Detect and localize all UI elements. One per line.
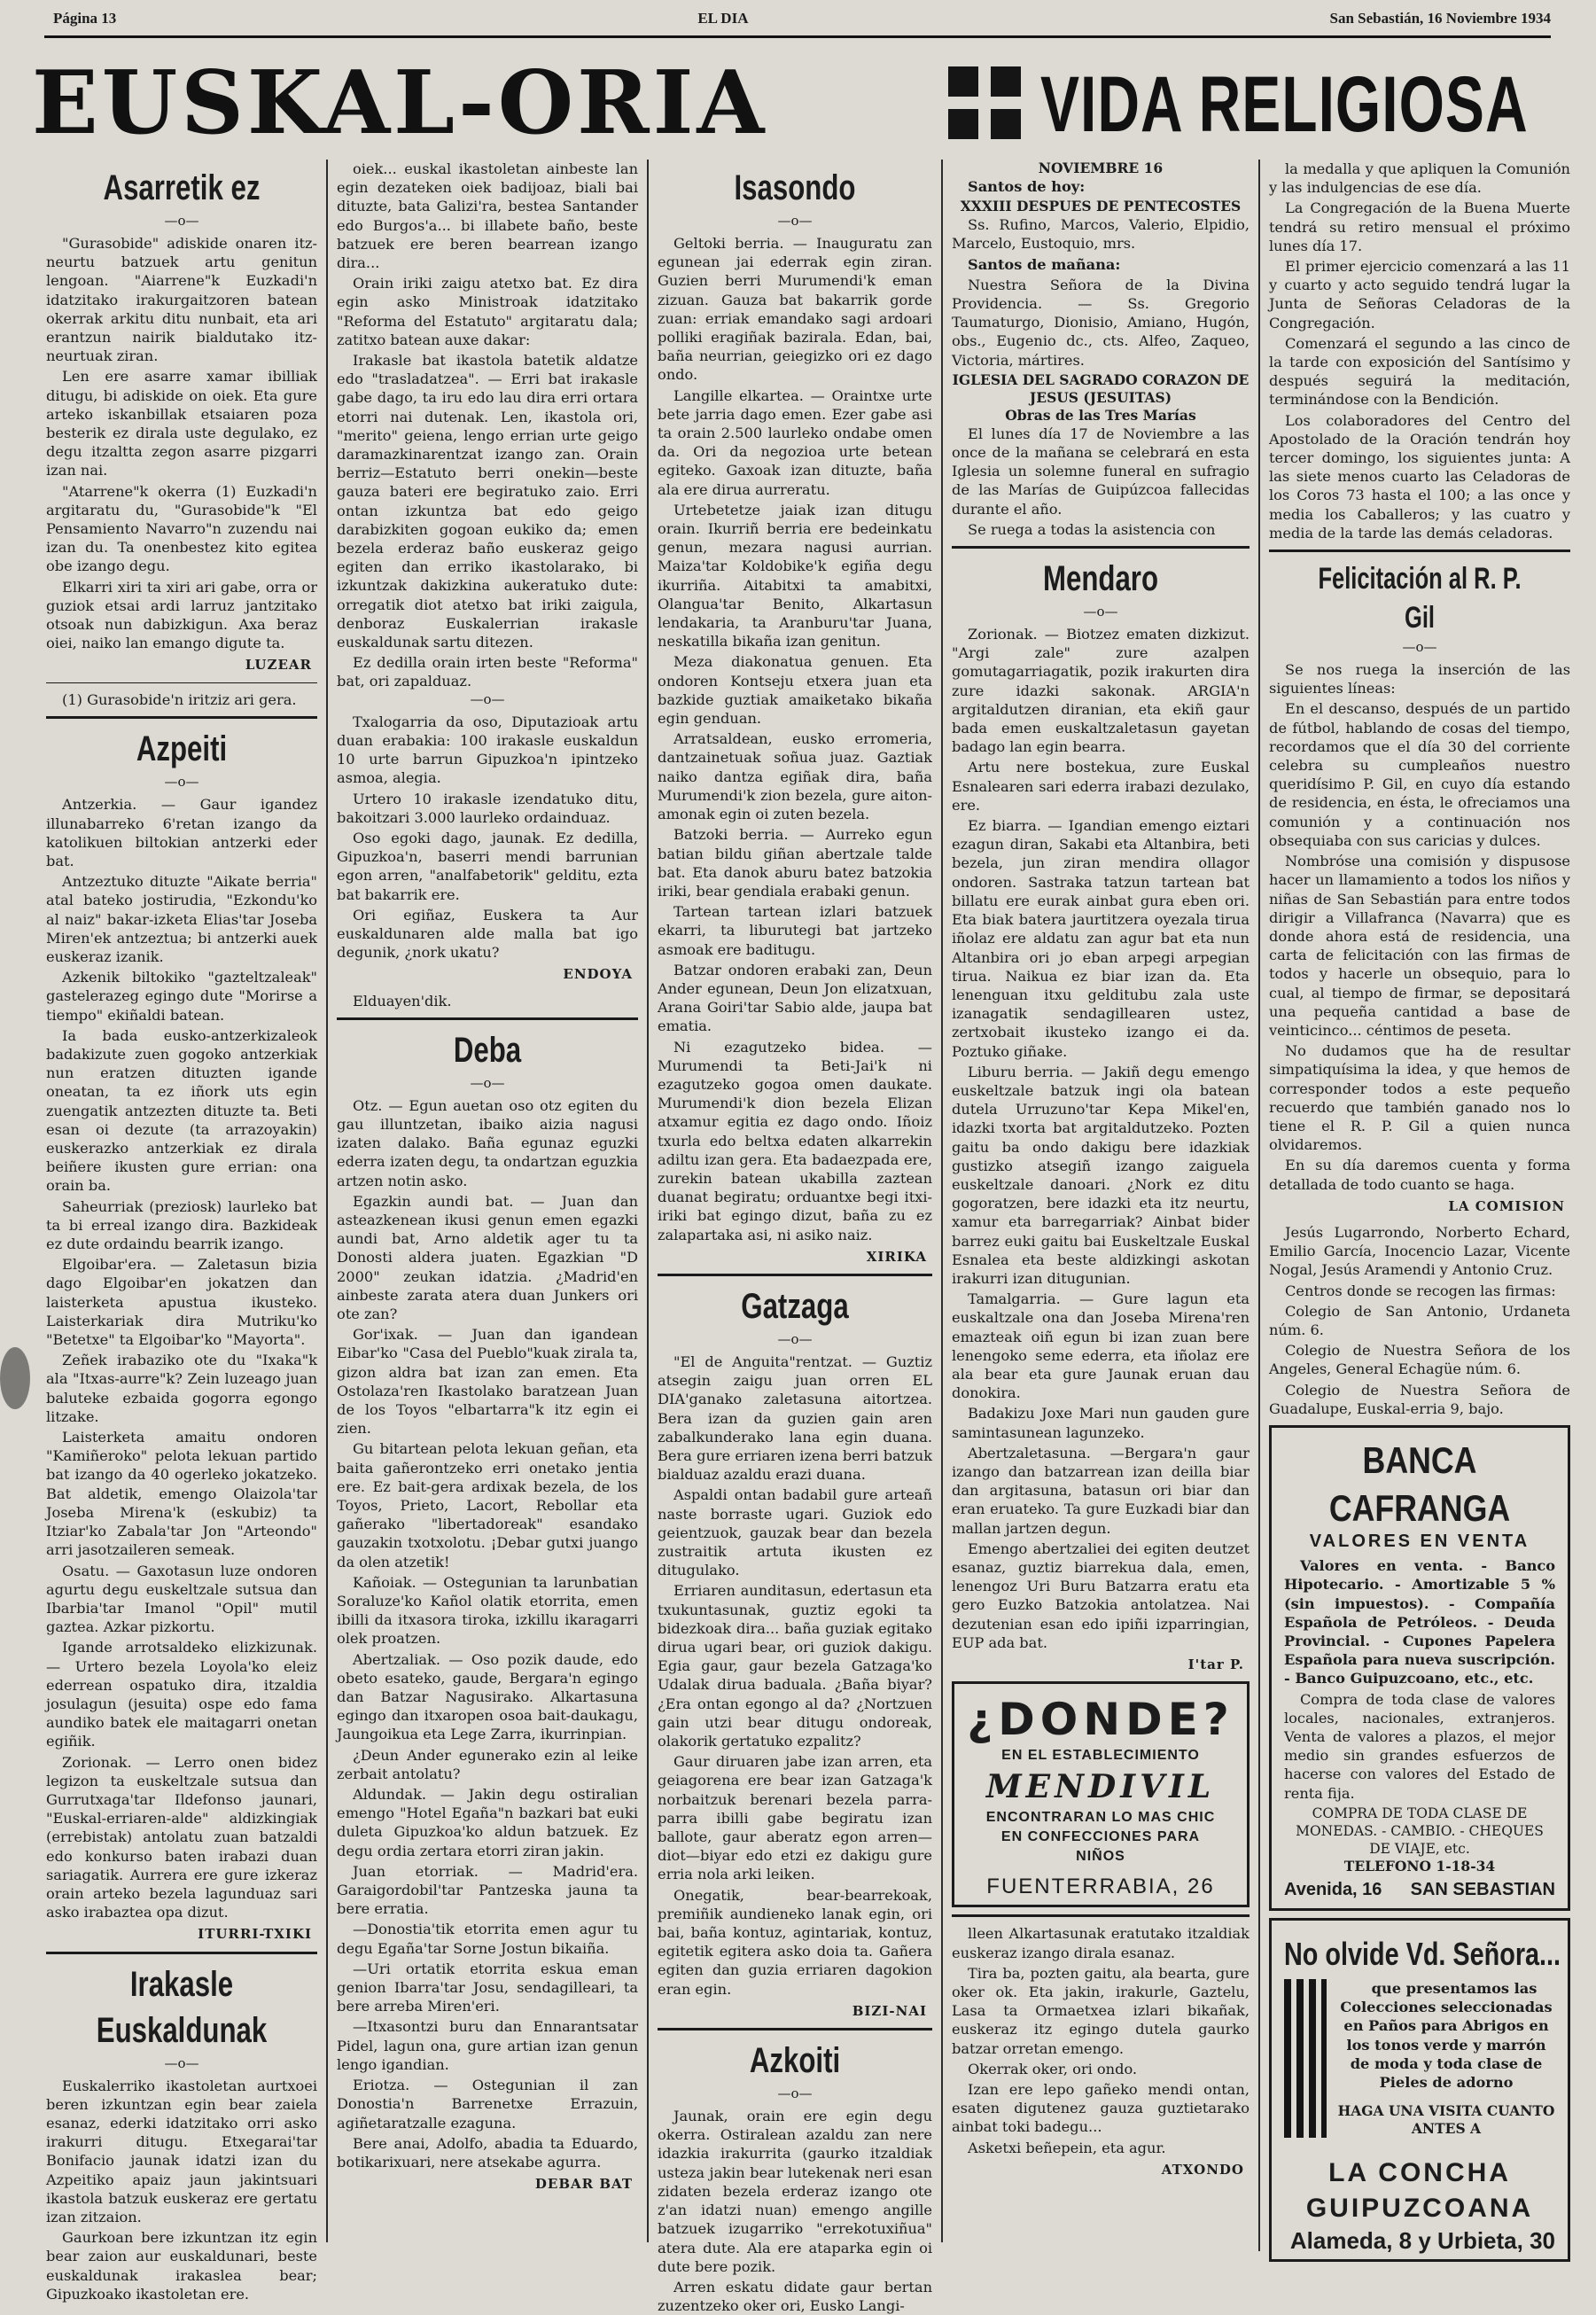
section-title-asarretik: Asarretik ez <box>103 168 261 207</box>
banca-address <box>1284 1881 1555 1899</box>
section-title-mendaro: Mendaro <box>1042 559 1159 599</box>
santos-manana: Nuestra Señora de la Divina Providencia. — Ss. Gregorio Taumaturgo, Dionisio, Amiano, Hugón, obs., Eugenio dc., cts. Alfeo, Zaqueo, Victoria, mártires. <box>952 276 1250 369</box>
euskal-oria-masthead: EUSKAL-ORIA <box>32 52 768 154</box>
section-title-gatzaga: Gatzaga <box>741 1286 849 1326</box>
article-paragraph: Orain iriki zaigu atetxo bat. Ez dira egin asko Ministroak idatzitako "Reforma del Estatuto" argitaratu dala; zatitxo batean auxe dakar: <box>337 275 638 348</box>
article-paragraph: Tartean tartean izlari batzuek ekarri, ta liburutegi bat jartzeko asmoak ere baditugu. <box>658 903 932 958</box>
comision-names: Jesús Lugarrondo, Norberto Echard, Emilio García, Inocencio Lazar, Vicente Nogal, Jesús Aramendi y Antonio Cruz. <box>1269 1223 1570 1279</box>
article-paragraph: Euskalerriko ikastoletan aurtxoei beren izkuntzan egin bear zaiela esanaz, ederki idatzitako orri asko irakurri ditugu. Etxegarai'tar Bonifacio jaunak idatzi izan du Azpeitiko apaiz jaun jakintsuari ikastola batzuk euskeraz ere gertatu izan zitzaion. <box>46 2077 317 2225</box>
banca-subtitle: VALORES EN VENTA <box>1309 1531 1530 1551</box>
article-paragraph: Kañoiak. — Ostegunian ta larunbatian Soraluze'ko Kañol olatik etorrita, emen ibilli da itxasora tiroka, izkillu ikaragarri olek proatzen. <box>337 1573 638 1648</box>
article-paragraph: ¿Deun Ander egunerako ezin al leike zerbait antolatu? <box>337 1746 638 1782</box>
section-ornament: —o— <box>1402 639 1437 656</box>
comision-label: LA COMISION <box>1448 1197 1565 1214</box>
article-paragraph: Ez dedilla orain irten beste "Reforma" bat, ori zapalduaz. <box>337 654 638 690</box>
olvide-text: que presentamos las Colecciones seleccionadas en Paños para Abrigos en los tonos verde y marrón de moda y toda clase de Pieles de adorno <box>1340 1980 1553 2092</box>
ink-stain <box>0 1347 30 1409</box>
cross-emblem-icon <box>948 66 1023 141</box>
banca-text: Valores en venta. - Banco Hipotecario. - Amortizable 5 % (sin impuestos). - Compañía Española de Petróleos. - Deuda Provincial. - Cupones Papelera Española para nueva suscripción. - Banco Guipuzcoano, etc., etc. <box>1284 1557 1555 1688</box>
article-paragraph: El primer ejercicio comenzará a las 11 y cuarto y acto seguido tendrá lugar la Junta de Señoras Celadoras de la Congregación. <box>1269 258 1570 331</box>
article-paragraph: Antzerkia. — Gaur igandez illunabarreko 6'retan izango da katolikuen biltokian antzerki eder bat. <box>46 796 317 869</box>
article-paragraph: Saheurriak (preziosk) laurleko bat ta bi erreal izango dira. Bazkideak ez dute ordaindu bearrik izango. <box>46 1197 317 1253</box>
article-paragraph: Gaur diruaren jabe izan arren, eta geiagorena ere bear izan Gatzaga'k norbaitzuk berenari bezela parra-parra ibilli gabe begiratu izan ballote, gaur aberatz egon arren—diot—biyar edo etzi ez dakigu gure erria nola arki leiken. <box>658 1753 932 1883</box>
banca-city: SAN SEBASTIAN <box>1410 1879 1555 1899</box>
article-paragraph: Meza diakonatua genuen. Eta ondoren Kontseju etxera juan eta bazkide guztiak amaiketako bikaña egin genduan. <box>658 653 932 728</box>
obras-heading: Obras de las Tres Marías <box>1005 406 1196 424</box>
section-title-deba: Deba <box>453 1030 522 1070</box>
article-paragraph: Ia bada eusko-antzerkizaleok badakizute zuen gogoko antzerkiak nun eratzen dituzten igande oneatan, ta ez iñork uts egin zuengatik antzezten dituzte ta. Beti esan oi dezute (ta arrazoyakin) euskerazko antzerkiak ez dirala beiñere ikusten gure errian: ona orain ba. <box>46 1026 317 1195</box>
byline: ITURRI-TXIKI <box>198 1926 312 1943</box>
centro-item: Colegio de Nuestra Señora de los Angeles, General Echagüe núm. 6. <box>1269 1342 1570 1378</box>
vida-religiosa-title: VIDA RELIGIOSA <box>1040 59 1529 148</box>
page-number: Página 13 <box>53 10 117 27</box>
article-paragraph: El lunes día 17 de Noviembre a las once de la mañana se celebrará en esta Iglesia un solemne funeral en sufragio de las Marías de Guipúzcoa fallecidas durante el año. <box>952 425 1250 518</box>
article-paragraph: Batzoki berria. — Aurreko egun batian bildu giñan abertzale talde bat. Eta danok aburu batez batzokia iriki, bear gendiala erabaki genun. <box>658 826 932 900</box>
article-paragraph: Tamalgarria. — Gure lagun eta euskaltzale ona dan Joseba Mirena'ren emazteak oiñ egun bi izan zuan bere lenengoko seme ederra, eta iñolaz ere ala bear eta gure Jaunak eruan dau donokira. <box>952 1290 1250 1402</box>
article-paragraph: Artu nere bostekua, zure Euskal Esnalearen sari ederra irabazi dezulako, ere. <box>952 759 1250 814</box>
section-title-irakasle: Irakasle Euskaldunak <box>96 1964 268 2050</box>
banca-title: BANCA CAFRANGA <box>1328 1438 1511 1529</box>
article-paragraph: Abertzaletasuna. —Bergara'n gaur izango dan batzarrean izan deilla biar dan argitasuna, batasun ori biar dan eran eruateko. Ta gure Euzkadi biar dan mallan jartzen degun. <box>952 1444 1250 1537</box>
santos-hoy: Ss. Rufino, Marcos, Valerio, Elpidio, Marcelo, Eustoquio, mrs. <box>952 216 1250 253</box>
banca-compra: COMPRA DE TODA CLASE DE MONEDAS. - CAMBIO. - CHEQUES DE VIAJE, etc. <box>1296 1804 1544 1857</box>
section-ornament: —o— <box>164 2054 199 2071</box>
article-paragraph: Comenzará el segundo a las cinco de la tarde con exposición del Santísimo y después seguirá la meditación, terminándose con la Bendición. <box>1269 334 1570 409</box>
divider <box>952 546 1250 549</box>
donde-line: NIÑOS <box>1076 1849 1125 1865</box>
divider <box>1269 550 1570 552</box>
domingo-title: XXXIII DESPUES DE PENTECOSTES <box>960 198 1242 215</box>
article-paragraph: En su día daremos cuenta y forma detallada de todo cuanto se haga. <box>1269 1157 1570 1193</box>
article-paragraph: "Gurasobide" adiskide onaren itz-neurtu batzuek artu genitun lengoan. "Aiarrene"k Euzkadi'n idatzitako irakurgaitzoren batean okerrak arkitu ditu nunbait, eta ari erantzun nairik bialdutako itz-neurtuak ziran. <box>46 235 317 365</box>
article-paragraph: Liburu berria. — Jakiñ degu emengo euskeltzale batzuk ingi ola batean dutela Urruzuno'tar Kepa Mikel'en, idazki txorta bat argitaldutzeko. Pozten gaitu ba ondo dakigu bere idazkiak gustizko atsegiñ izango zaiguela euskeltzale danoari. ¿Nork ez ditu gogoratzen, bere idazki eta itz neurtu, xamur eta barregarriak? Ainbat bider barrez euki gaitu bai Euskeltzale Euskal Esnalea eta beste aldizkingi askotan irakurri izan ditugunian. <box>952 1063 1250 1287</box>
article-paragraph: "Atarrene"k okerra (1) Euzkadi'n argitaratu du, "Gurasobide"k "El Pensamiento Navarro"n zuzendu nai izan du. Ta onenbestez kito egitea obe izango degu. <box>46 482 317 575</box>
article-paragraph: Jaunak, orain ere egin degu okerra. Ostiralean azaldu zan nere idazkia irakurrita (gaurko itzaldiak usteza jakin bear lutekenak neri esan zidaten bezela erderaz izango ote z'an idatzi nuan) emengo angille batzuek izugarriko "errekotuxiñua" atera dute. Ala ere ataparka egin oi dute bere pozik. <box>658 2108 932 2275</box>
dateline: San Sebastián, 16 Noviembre 1934 <box>1329 10 1551 27</box>
divider <box>337 1017 638 1020</box>
byline: ATXONDO <box>1161 2161 1244 2178</box>
divider <box>46 682 317 684</box>
article-paragraph: Antzeztuko dituzte "Aikate berria" atal bateko jostirudia, "Ezkondu'ko al naiz" bakar-izketa Elias'tar Joseba Miren'ek antzeztua; bi antzerki auek euskeraz izanik. <box>46 873 317 965</box>
article-paragraph: Elgoibar'era. — Zaletasun bizia dago Elgoibar'en jokatzen dan laisterketa apustua ikusteko. Laisterkariak dira Mutriku'ko "Betetxe" ta Elgoibar'ko "Mayorta". <box>46 1256 317 1349</box>
footnote: (1) Gurasobide'n iritziz ari gera. <box>62 691 297 709</box>
article-paragraph: Igande arrotsaldeko elizkizunak. — Urtero bezela Loyola'ko eleiz ederrean ospatuko dira, itzaldia josulagun (jesuita) ospe edo fama aundiko batek ele maitagarri onetan egiñik. <box>46 1639 317 1750</box>
byline: ENDOYA <box>563 966 633 983</box>
article-paragraph: Okerrak oker, ori ondo. <box>968 2060 1138 2077</box>
section-ornament: —o— <box>164 774 199 791</box>
divider <box>658 2028 932 2030</box>
banca-cafranga-advertisement <box>1269 1425 1570 1911</box>
article-paragraph: Badakizu Joxe Mari nun gauden gure samintasunean lagunzeko. <box>952 1405 1250 1441</box>
section-title-felicitacion: Felicitación al R. P. Gil <box>1318 562 1522 635</box>
article-paragraph: Se nos ruega la inserción de las siguientes líneas: <box>1269 661 1570 698</box>
article-paragraph: la medalla y que apliquen la Comunión y las indulgencias de ese día. <box>1269 160 1570 197</box>
column-2 <box>337 160 638 2251</box>
article-paragraph: Zeñek irabaziko ote du "Ixaka"k ala "Itxas-aurre"k? Zein luzeago juan baluteke ezbaida gogorra egongo litzake. <box>46 1352 317 1425</box>
section-ornament: —o— <box>777 213 813 229</box>
article-paragraph: Gu bitartean pelota lekuan geñan, eta baita gañerontzeko erri onetako jentia ere. Ez bait-gera ardixak bezela, de los Toyos, Prieto, Lacort, Rebollar eta gañerako "libertadoreak" esandako gauzakin txotxolotu. ¡Debar gutxi juango da olen atzetik! <box>337 1440 638 1571</box>
newspaper-name: EL DIA <box>697 10 749 27</box>
divider <box>46 716 317 719</box>
article-paragraph: Juan etorriak. — Madrid'era. Garaigordobil'tar Pantzeska jauna ta bere erratia. <box>337 1862 638 1918</box>
article-paragraph: Ni ezagutzeko bidea. — Murumendi ta Beti-Jai'k ni ezagutzeko gogoa omen daukate. Murumendi'k dion bezela Elizan atxamur egitia ez dago ondo. Iñoiz txurla edo beltxa edaten alkarrekin adiltu izan gera. Eta badaezpada ere, zurekin batean ukabilla zaztean duanat begiratu; orduantxe begi itxi-iriki bat egingo dizut, baña zu ez zalapartaka asi, ni asiko naiz. <box>658 1038 932 1243</box>
section-ornament: —o— <box>777 2085 813 2102</box>
column-5 <box>1269 160 1570 2255</box>
article-paragraph: Zorionak. — Biotzez ematen dizkizut. "Argi zale" zure azalpen gomutagarriagatik, pozik irakurten dira zure idazki sakonak. ARGIA'n argitaldutzen diranian, eta ekiñ gaur bada emen euskaltzaletasun gayetan badago lan egin bearra. <box>952 626 1250 756</box>
mendivil-advertisement <box>952 1681 1250 1907</box>
section-title-azpeiti: Azpeiti <box>136 729 228 769</box>
article-paragraph: "El de Anguita"rentzat. — Guztiz atsegin zaigu juan orren EL DIA'ganako zaletasuna aitortzea. Bera izan da guzien gain aren zabalkunderako lana egin duana. Bera gure erriaren izena berri batzuk bialduaz azaldu erazi duana. <box>658 1352 932 1484</box>
vida-religiosa-masthead <box>948 55 1533 152</box>
concha-guipuzcoana-advertisement <box>1269 1918 1570 2262</box>
column-1 <box>46 160 317 2303</box>
divider <box>952 1914 1250 1917</box>
article-paragraph: —Uri ortatik etorrita eskua eman genion Ibarra'tar Josu, sendagilleari, ta bere arreba Miren'eri. <box>337 1960 638 2015</box>
dateline-place: Elduayen'dik. <box>353 992 452 1009</box>
article-paragraph: Urtebetetze jaiak izan ditugu orain. Ikurriñ berria ere bedeinkatu genun, mezara nagusi aurrian. Maiza'tar Koldobike'k egiña degu ikurriña. Aitabitxi ta amabitxi, Olangua'tar Benito, Alkartasun lendakaria, ta Aranburu'tar Juana, neskatilla bikaña izan genitun. <box>658 501 932 651</box>
article-paragraph: Txalogarria da oso, Diputazioak artu duan erabakia: 100 irakasle euskaldun 10 urte barrun Gipuzkoa'n ipintzeko asmoa, alegia. <box>337 713 638 787</box>
iglesia-heading: IGLESIA DEL SAGRADO CORAZON DE JESUS (JESUITAS) <box>952 370 1250 406</box>
byline: BIZI-NAI <box>852 2002 927 2019</box>
banca-telefono: TELEFONO 1-18-34 <box>1343 1857 1496 1875</box>
byline: XIRIKA <box>866 1248 927 1265</box>
centro-item: Colegio de Nuestra Señora de Guadalupe, Euskal-erria 9, bajo. <box>1269 1381 1570 1417</box>
article-paragraph: Batzar ondoren erabaki zan, Deun Ander egunean, Deun Jon elizatxuan, Arana Goiri'tar Sabio alde, jaupa bat ematia. <box>658 961 932 1035</box>
article-paragraph: Ori egiñaz, Euskera ta Aur euskaldunaren alde malla bat igo degunik, ¿nork ukatu? <box>337 906 638 962</box>
calendar-date: NOVIEMBRE 16 <box>1038 160 1164 176</box>
article-paragraph: Aldundak. — Jakin degu ostiralian emengo "Hotel Egaña"n bazkari bat euki duleta Gipuzkoa'ko aldun batzuek. Ez degu ordia zertara etorri ziran jakin. <box>337 1786 638 1859</box>
article-paragraph: Bere anai, Adolfo, abadia ta Eduardo, botikarixuari, nere atsekabe agurra. <box>337 2134 638 2171</box>
article-paragraph: Izan ere lepo gañeko mendi ontan, esaten digutenez gauza guztietarako ainbat toki badegu... <box>952 2081 1250 2136</box>
olvide-visita: HAGA UNA VISITA CUANTO ANTES A <box>1337 2102 1555 2138</box>
divider <box>658 1274 932 1276</box>
article-paragraph: Langille elkartea. — Oraintxe urte bete jarria dago emen. Ezer gabe asi ta orain 2.500 laurleko ondabe omen da. Ori da negozioa urte betean egiteko. Gaxoak izan dituzte, baña ala ere dirua aurreratu. <box>658 386 932 498</box>
centros-label: Centros donde se recogen las firmas: <box>1285 1282 1556 1299</box>
article-paragraph: —Donostia'tik etorrita emen agur tu degu Egaña'tar Sorne Jostun bikaiña. <box>337 1921 638 1957</box>
section-title-isasondo: Isasondo <box>734 168 856 207</box>
article-paragraph: Irakasle bat ikastola batetik aldatze edo "trasladatzea". — Erri bat irakasle gabe dago, ta iru edo lau dira erri ortara etorri nai dutenak. Len, ikastola ori, "merito" geiena, lengo errian urte geigo daramazkinarentzat izango zan. Orain berriz—Estatuto berri onekin—beste gauza bateri ere begiratuko zaio. Erri ontan izkuntza bat edo geigo darabizkiten gogoan eukiko da; emen bezela erderaz baño euskeraz geigo egiten dan erriko ikastolarako, bi izkuntzak dakizkina aukeratuko dute: orregatik diot atetxo bat iriki zaigula, denboraz Euskalerrian irakasle euskaldunak sartu ditezen. <box>337 352 638 651</box>
santos-manana-label: Santos de mañana: <box>968 255 1121 273</box>
centro-item: Colegio de San Antonio, Urdaneta núm. 6. <box>1269 1302 1570 1338</box>
article-paragraph: Elkarri xiri ta xiri ari gabe, orra or guziok etsai ardi larruz jantzitako otsoak nun dabizkigun. Axa beraz oiei, naiko lan emango digute ta. <box>46 578 317 652</box>
article-paragraph: oiek... euskal ikastoletan ainbeste lan egin dezateken oiek badijoaz, biali bai dituzte, bata Galizi'ra, bestea Santander edo Burgos'a... bi illabete baño, beste batzuek ere beren bearrean izango dira... <box>337 160 638 272</box>
santos-hoy-label: Santos de hoy: <box>968 178 1086 195</box>
divider <box>46 1952 317 1954</box>
donde-line: ENCONTRARAN LO MAS CHIC <box>985 1810 1216 1826</box>
article-paragraph: Erriaren aunditasun, edertasun eta txukuntasunak, guztiz egoki ta bidezkoak dira... baña guziak egitako dirua ugari bear, ori guziok dakigu. Egia gaur, gaur bezela Gatzaga'ko Udalak dirua baduala. ¿Baña biyar? ¿Era ontan egongo al da? ¿Nortzuen gain utzi bear ditugu ondoreak, olakorik gertatuko ezpalitz? <box>658 1582 932 1750</box>
byline: I'tar P. <box>1187 1656 1244 1673</box>
article-paragraph: En el descanso, después de un partido de fútbol, hablando de cosas del tiempo, recordamos que el día 30 del corriente celebra su cumpleaños nuestro queridísimo P. Gil, en cuyo día estando de residencia, en ésta, le ofreciamos una comunión y a continuación nos obsequiaba con sus caricias y dulces. <box>1269 700 1570 849</box>
section-ornament: —o— <box>470 1074 505 1091</box>
mendivil-name: MENDIVIL <box>985 1768 1216 1806</box>
article-paragraph: Tira ba, pozten gaitu, ala bearta, gure oker ok. Eta jakin, irakurle, Gaztelu, Lasa ta Ormaetxea izlari bikañak, euskeraz itz egingo dutela gaurko batzar orretan emengo. <box>952 1964 1250 2057</box>
article-paragraph: Se ruega a todas la asistencia con <box>968 520 1216 538</box>
top-rule <box>44 35 1551 38</box>
byline: DEBAR BAT <box>534 2176 633 2193</box>
article-paragraph: No dudamos que ha de resultar simpatiquísima la idea, y que hemos de corresponder todos a este pequeño recuerdo que también ganado nos lo tiene el R. P. Gil a quien nunca olvidaremos. <box>1269 1042 1570 1154</box>
banca-street: Avenida, 16 <box>1284 1879 1382 1899</box>
article-paragraph: Urtero 10 irakasle izendatuko ditu, bakoitzari 3.000 laurleko ordainduaz. <box>337 790 638 826</box>
article-paragraph: Gor'ixak. — Juan dan igandean Eibar'ko "Casa del Pueblo"kuak zirala ta, gizon aldra bat izan zan emen. Eta Ostolaza'ren Ikastolako baratzean Juan de los Toyos "elbartarra"k itz egin ei zien. <box>337 1326 638 1438</box>
donde-headline: ¿DONDE? <box>967 1694 1234 1746</box>
column-rule <box>647 160 649 2242</box>
article-paragraph: Azkenik biltokiko "gazteltzaleak" gastelerazeg egingo dute "Morirse a tiempo" ekiñaldi batean. <box>46 969 317 1024</box>
article-paragraph: Aspaldi ontan badabil gure arteañ naste borraste ugari. Guziok edo geientzuok, gauzak bear dan bezela zustraitik artuta ikusten ez ditugulako. <box>658 1486 932 1579</box>
article-paragraph: Len ere asarre xamar ibilliak ditugu, bi adiskide on oiek. Eta gure arteko iskanbillak etsaiaren poza besterik ez dirala uste degulako, ez degu itzaltta zegon asarre pizgarri izan nai. <box>46 368 317 479</box>
article-paragraph: Laisterketa amaitu ondoren "Kamiñeroko" pelota lekuan partido bat izango da 40 ogerleko jokatzeko. Bat aldetik, emengo Olaizola'tar Joseba Mirena'k (eskubiz) ta Itziar'ko Zabala'tar Jon "Arteondo" arri jasotzaileren semeak. <box>46 1429 317 1559</box>
article-paragraph: Los colaboradores del Centro del Apostolado de la Oración tendrán hoy tercer domingo, los siguientes junta: A las siete menos cuarto las Celadoras de los Coros 73 hasta el 100; a las once y media los Caballeros; y las cuatro y media de la tarde las demás celadoras. <box>1269 411 1570 542</box>
section-ornament: —o— <box>1083 604 1118 620</box>
article-paragraph: —Itxasontzi buru dan Ennarantsatar Pidel, lagun ona, gure artian izan genun lengo igandian. <box>337 2018 638 2073</box>
section-ornament: —o— <box>470 690 505 707</box>
article-paragraph: Asketxi beñepein, eta agur. <box>968 2139 1166 2156</box>
column-rule <box>1258 496 1260 2251</box>
article-paragraph: lleen Alkartasunak eratutako itzaldiak euskeraz izango dirala esanaz. <box>952 1925 1250 1961</box>
article-paragraph: Arren eskatu didate gaur bertan zuzentzeko oker ori, Eusko Langi- <box>658 2278 932 2315</box>
article-paragraph: Emengo abertzaliei dei egiten deutzet esanaz, guztiz biarrekua dala, emen, lenengoz Uri Buru Batzarra eratu eta gero Euzko Batzokia antolatzea. Nai dezutenian esan edo ipiñi izparringian, EUP ada bat. <box>952 1539 1250 1651</box>
running-head <box>53 4 1551 34</box>
article-paragraph: Otz. — Egun auetan oso otz egiten du gau illuntzetan, ibaiko aizia nagusi izaten dalako. Baña egunaz eguzki ederra izaten degu, ta ondartzan eguzkia artzen notin asko. <box>337 1096 638 1189</box>
banca-text: Compra de toda clase de valores locales, nacionales, extranjeros. Venta de valores a plazos, el mejor medio sin grandes esfuerzos de hacerse con valores del Estado de renta fija. <box>1284 1690 1555 1802</box>
article-paragraph: Osatu. — Gaxotasun luze ondoren agurtu degu euskeltzale sutsua dan Ibarbia'tar Imanol "Opil" mutil gaztea. Azkar pizkortu. <box>46 1562 317 1636</box>
donde-line: EN EL ESTABLECIMIENTO <box>1001 1748 1200 1764</box>
article-paragraph: Eriotza. — Ostegunian il zan Donostia'n Barrenetxe Errazuin, agiñetaratzalle ezaguna. <box>337 2077 638 2132</box>
olvide-title: No olvide Vd. Señora... <box>1284 1936 1561 1973</box>
article-paragraph: Arratsaldean, eusko erromeria, dantzainetuak soñua juaz. Gaztiak naiko dantza egiñak dira, baña Murumendi'k zion bezela, gure aiton-amonak egin oi zuten bezela. <box>658 730 932 823</box>
article-paragraph: Nombróse una comisión y dispusose hacer un llamamiento a todos los niños y niñas de San Sebastián para entre todos dirigir a Villafranca (Navarra) que es donde ahora está de residencia, una carta de felicitación con las firmas de todos y hacerle un obsequio, para lo cual, al tiempo de firmar, se depositará una pequeña cantidad a base de veinticinco... céntimos de peseta. <box>1269 853 1570 1039</box>
article-paragraph: Onegatik, bear-bearrekoak, premiñik aundieneko lanak egin, ori bai, baña kontuz, agintariak, kontuz, egitetik egitera asko doia ta. Gañera egiten dan guzia erriaren dagokion eran egin. <box>658 1886 932 1998</box>
article-paragraph: Geltoki berria. — Inauguratu zan egunean jai ederrak egin ziran. Guzien berri Murumendi'k eman zizuan. Gauza bat bakarrik gorde zuan: erriak emandako sagi ardoari polliki eragiñak bazirala. Edan, bai, baña neurrian, geiegizko ori ez dago ondo. <box>658 235 932 384</box>
article-paragraph: Zorionak. — Lerro onen bidez legizon ta euskeltzale sutsua dan Gurrutxaga'tar Ildefonso jaunari, "Euskal-erriaren-alde" aldizkingiak (errebistak) antolatu zuan batzaldi edo konkurso baten irabazi duan sariagatik. Aurrera ere gure izkeraz orain arteko bezela lagunduaz sari asko irabaztea opa dizut. <box>46 1753 317 1921</box>
section-ornament: —o— <box>164 213 199 229</box>
article-paragraph: Gaurkoan bere izkuntzan itz egin bear zaion aur euskaldunari, beste euskaldunak irakaslea bear; Gipuzkoako ikastoletan ere. <box>46 2229 317 2303</box>
byline: LUZEAR <box>245 657 312 674</box>
column-4 <box>952 160 1250 2251</box>
donde-line: EN CONFECCIONES PARA <box>1000 1829 1201 1845</box>
decorative-bars <box>1284 1979 1327 2138</box>
column-rule <box>941 160 943 2242</box>
article-paragraph: Abertzaliak. — Oso pozik daude, edo obeto esateko, gaude, Bergara'n egingo dan Batzar Nagusirako. Alkartasuna egingo dan itxaropen osoa bait-daukagu, Jaungoikua eta Lege Zarra, ikurrinpian. <box>337 1650 638 1743</box>
article-paragraph: La Congregación de la Buena Muerte tendrá su retiro mensual el próximo lunes día 17. <box>1269 199 1570 254</box>
section-ornament: —o— <box>777 1330 813 1347</box>
concha-body <box>1284 1979 1555 2138</box>
mendivil-address: FUENTERRABIA, 26 <box>986 1875 1215 1899</box>
column-3 <box>658 160 932 2315</box>
section-title-azkoiti: Azkoiti <box>749 2041 841 2081</box>
article-paragraph: Oso egoki dago, jaunak. Ez dedilla, Gipuzkoa'n, baserri mendi barrunian egon arren, "analfabetorik" gelditu, ezta bat bakarrik ere. <box>337 829 638 903</box>
article-paragraph: Ez biarra. — Igandian emengo eiztari ezagun diran, Sakabi eta Altanbira, beti bezela, jun ziran mendira ollagor ondoren. Sastraka tatzun tartean bat billatu ere eurak ainbat gura eben ori. Eta biak batera jaurtitzera oyezala tirua iñolaz ere aldatu zan agur bat eta nun Altanbira ori jo eban arpegi arpegian tirua. Naikua ez biar izan da. Eta lenenguan itxu gelditubu zala uste izanagatik sendagillearen ustez, zertxobait ikusteko izango ei da. Poztuko giñake. <box>952 817 1250 1060</box>
article-paragraph: Egazkin aundi bat. — Juan dan asteazkenean ikusi genun emen egazki aundi bat, Arno aldetik ager tu ta Donosti aldera juaten. Egazkian "D 2000" zeukan idatzia. ¿Madrid'en ainbeste zarata atera duan Junkers ori ote zan? <box>337 1192 638 1322</box>
column-rule <box>326 160 328 2242</box>
concha-address: Alameda, 8 y Urbieta, 30 <box>1289 2227 1555 2255</box>
concha-name: LA CONCHA GUIPUZCOANA <box>1305 2158 1534 2224</box>
